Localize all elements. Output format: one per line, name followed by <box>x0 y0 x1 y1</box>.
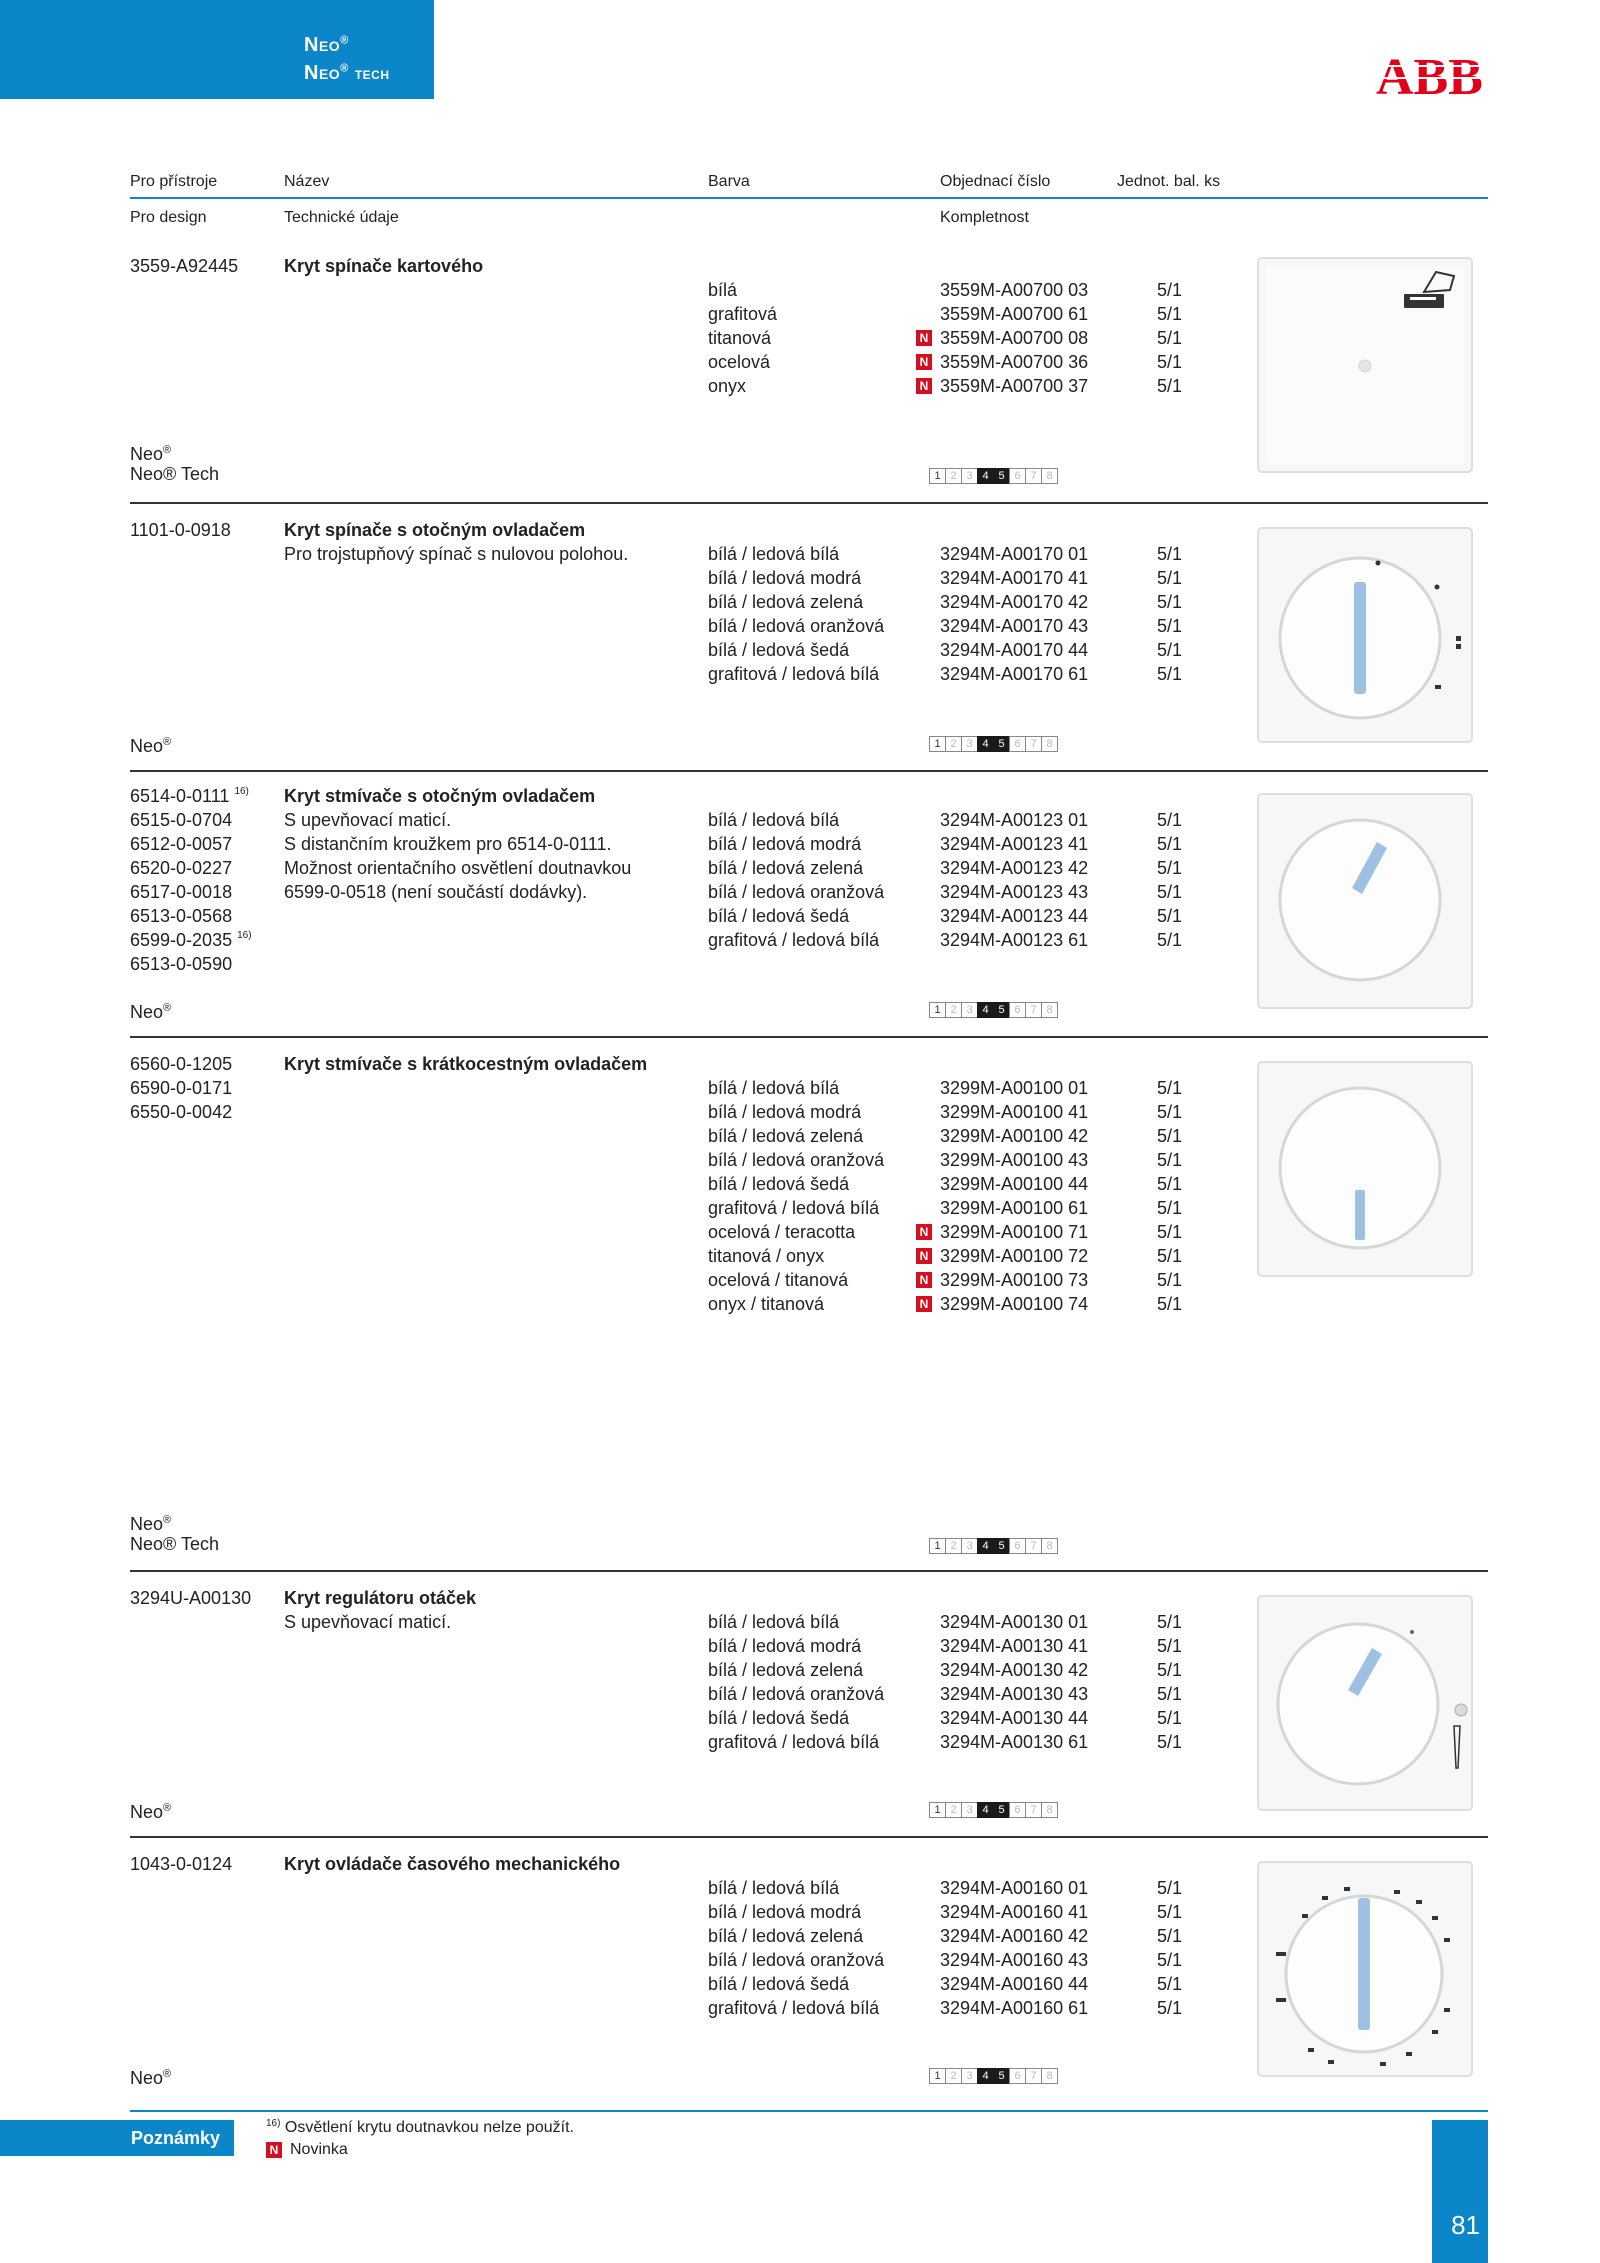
variant-color: bílá / ledová bílá <box>708 1878 840 1898</box>
variant-color: grafitová / ledová bílá <box>708 664 880 684</box>
completeness-cell: 3 <box>961 736 978 752</box>
new-badge: N <box>916 330 932 346</box>
variant-code: 3299M-A00100 44 <box>940 1174 1089 1194</box>
variant-color: bílá / ledová bílá <box>708 810 840 830</box>
header-jednot: Jednot. bal. ks <box>1117 173 1221 190</box>
variant-code: 3559M-A00700 61 <box>940 304 1089 324</box>
variant-code: 3294M-A00170 01 <box>940 544 1089 564</box>
variant-qty: 5/1 <box>1157 1732 1183 1752</box>
product-description: Pro trojstupňový spínač s nulovou polohou. <box>284 544 629 564</box>
variant-qty: 5/1 <box>1157 328 1183 348</box>
product-title: Kryt spínače kartového <box>284 256 484 276</box>
variant-code: 3294M-A00123 44 <box>940 906 1089 926</box>
variant-qty: 5/1 <box>1157 858 1183 878</box>
completeness-indicator <box>929 736 1057 752</box>
variant-color: bílá / ledová modrá <box>708 1636 862 1656</box>
brand-neo-tech: Neo® tech <box>304 62 390 84</box>
variant-code: 3294M-A00160 41 <box>940 1902 1089 1922</box>
completeness-cell: 5 <box>993 468 1010 484</box>
variant-qty: 5/1 <box>1157 1222 1183 1242</box>
variant-color: ocelová / teracotta <box>708 1222 856 1242</box>
completeness-cell: 7 <box>1025 1002 1042 1018</box>
variant-qty: 5/1 <box>1157 1294 1183 1314</box>
device-code: 6513-0-0590 <box>130 954 233 974</box>
completeness-indicator <box>929 468 1057 484</box>
completeness-cell: 1 <box>929 2068 946 2084</box>
notes-label: Poznámky <box>0 2120 234 2156</box>
section-rule <box>130 770 1488 772</box>
variant-qty: 5/1 <box>1157 1902 1183 1922</box>
completeness-cell: 6 <box>1009 2068 1026 2084</box>
variant-color: bílá / ledová modrá <box>708 568 862 588</box>
notes-rule <box>130 2110 1488 2112</box>
new-badge: N <box>916 1248 932 1264</box>
variant-color: bílá / ledová oranžová <box>708 1684 885 1704</box>
completeness-cell: 4 <box>977 1802 994 1818</box>
completeness-cell: 7 <box>1025 1802 1042 1818</box>
brand-label: Neo® <box>130 444 172 464</box>
variant-code: 3294M-A00170 42 <box>940 592 1089 612</box>
new-badge: N <box>916 1224 932 1240</box>
variant-color: grafitová / ledová bílá <box>708 1198 880 1218</box>
completeness-cell: 7 <box>1025 736 1042 752</box>
variant-code: 3294M-A00130 41 <box>940 1636 1089 1656</box>
variant-color: titanová <box>708 328 772 348</box>
product-title: Kryt stmívače s krátkocestným ovladačem <box>284 1054 648 1074</box>
device-code: 6517-0-0018 <box>130 882 233 902</box>
variant-color: bílá / ledová šedá <box>708 1974 850 1994</box>
product-title: Kryt regulátoru otáček <box>284 1588 477 1608</box>
completeness-cell: 1 <box>929 1538 946 1554</box>
variant-color: grafitová / ledová bílá <box>708 930 880 950</box>
variant-qty: 5/1 <box>1157 1270 1183 1290</box>
variant-qty: 5/1 <box>1157 1998 1183 2018</box>
completeness-cell: 5 <box>993 2068 1010 2084</box>
variant-qty: 5/1 <box>1157 1198 1183 1218</box>
variant-qty: 5/1 <box>1157 1612 1183 1632</box>
variant-code: 3294M-A00130 61 <box>940 1732 1089 1752</box>
completeness-cell: 2 <box>945 468 962 484</box>
header-kompletnost: Kompletnost <box>940 209 1029 226</box>
completeness-cell: 8 <box>1041 736 1058 752</box>
variant-qty: 5/1 <box>1157 592 1183 612</box>
brand-label: Neo® <box>130 1514 172 1534</box>
card-switch-cover-image <box>1254 254 1476 476</box>
completeness-cell: 4 <box>977 736 994 752</box>
variant-color: bílá / ledová zelená <box>708 592 864 612</box>
completeness-cell: 2 <box>945 1002 962 1018</box>
completeness-cell: 2 <box>945 736 962 752</box>
completeness-indicator <box>929 1802 1057 1818</box>
variant-qty: 5/1 <box>1157 1660 1183 1680</box>
completeness-cell: 7 <box>1025 2068 1042 2084</box>
page-number: 81 <box>1451 2210 1480 2240</box>
variant-qty: 5/1 <box>1157 640 1183 660</box>
completeness-cell: 1 <box>929 1002 946 1018</box>
device-code: 6560-0-1205 <box>130 1054 233 1074</box>
completeness-cell: 5 <box>993 736 1010 752</box>
variant-qty: 5/1 <box>1157 1926 1183 1946</box>
speed-controller-cover-image <box>1254 1592 1476 1814</box>
variant-code: 3294M-A00123 01 <box>940 810 1089 830</box>
variant-qty: 5/1 <box>1157 280 1183 300</box>
brand-label: Neo® Tech <box>130 1534 219 1554</box>
section-rule <box>130 1836 1488 1838</box>
header-barva: Barva <box>708 173 750 190</box>
variant-qty: 5/1 <box>1157 1174 1183 1194</box>
variant-code: 3294M-A00170 61 <box>940 664 1089 684</box>
variant-color: bílá / ledová šedá <box>708 906 850 926</box>
section-rule <box>130 1570 1488 1572</box>
new-badge-legend: N <box>266 2142 282 2158</box>
variant-qty: 5/1 <box>1157 1102 1183 1122</box>
variant-qty: 5/1 <box>1157 352 1183 372</box>
variant-color: bílá / ledová oranžová <box>708 882 885 902</box>
device-code: 6513-0-0568 <box>130 906 233 926</box>
variant-code: 3294M-A00160 01 <box>940 1878 1089 1898</box>
variant-color: ocelová <box>708 352 771 372</box>
variant-code: 3299M-A00100 01 <box>940 1078 1089 1098</box>
completeness-cell: 1 <box>929 468 946 484</box>
completeness-cell: 8 <box>1041 2068 1058 2084</box>
new-badge: N <box>916 1296 932 1312</box>
variant-code: 3294M-A00160 61 <box>940 1998 1089 2018</box>
variant-code: 3294M-A00170 43 <box>940 616 1089 636</box>
header-objednaci-cislo: Objednací číslo <box>940 173 1051 190</box>
variant-code: 3299M-A00100 74 <box>940 1294 1089 1314</box>
completeness-cell: 6 <box>1009 468 1026 484</box>
section-rule <box>130 1036 1488 1038</box>
product-description: S upevňovací maticí. <box>284 810 452 830</box>
variant-code: 3294M-A00130 42 <box>940 1660 1089 1680</box>
variant-color: bílá <box>708 280 738 300</box>
variant-code: 3559M-A00700 36 <box>940 352 1089 372</box>
brand-tab <box>0 0 434 99</box>
variant-color: bílá / ledová oranžová <box>708 1950 885 1970</box>
variant-qty: 5/1 <box>1157 1150 1183 1170</box>
completeness-indicator <box>929 2068 1057 2084</box>
page-number-box <box>1432 2120 1488 2263</box>
variant-qty: 5/1 <box>1157 376 1183 396</box>
variant-color: bílá / ledová bílá <box>708 1078 840 1098</box>
completeness-cell: 1 <box>929 1802 946 1818</box>
variant-qty: 5/1 <box>1157 930 1183 950</box>
abb-logo-text: ABB <box>1376 49 1483 100</box>
completeness-cell: 7 <box>1025 1538 1042 1554</box>
variant-code: 3294M-A00130 44 <box>940 1708 1089 1728</box>
variant-code: 3294M-A00170 44 <box>940 640 1089 660</box>
variant-code: 3559M-A00700 37 <box>940 376 1089 396</box>
new-badge: N <box>916 354 932 370</box>
variant-color: bílá / ledová šedá <box>708 1708 850 1728</box>
variant-color: bílá / ledová modrá <box>708 1902 862 1922</box>
device-code: 6515-0-0704 <box>130 810 233 830</box>
section-rule <box>130 502 1488 504</box>
completeness-cell: 3 <box>961 468 978 484</box>
completeness-cell: 2 <box>945 2068 962 2084</box>
variant-code: 3294M-A00160 42 <box>940 1926 1089 1946</box>
completeness-cell: 8 <box>1041 1802 1058 1818</box>
variant-code: 3299M-A00100 73 <box>940 1270 1089 1290</box>
variant-color: bílá / ledová zelená <box>708 1126 864 1146</box>
header-technicke-udaje: Technické údaje <box>284 209 399 226</box>
variant-color: bílá / ledová oranžová <box>708 1150 885 1170</box>
variant-code: 3299M-A00100 61 <box>940 1198 1089 1218</box>
header-rule <box>130 197 1488 199</box>
brand-label: Neo® <box>130 736 172 756</box>
completeness-cell: 3 <box>961 1802 978 1818</box>
completeness-cell: 4 <box>977 1002 994 1018</box>
brand-label: Neo® <box>130 2068 172 2088</box>
variant-color: bílá / ledová bílá <box>708 1612 840 1632</box>
variant-qty: 5/1 <box>1157 664 1183 684</box>
product-description: 6599-0-0518 (není součástí dodávky). <box>284 882 588 902</box>
completeness-cell: 1 <box>929 736 946 752</box>
new-badge: N <box>916 1272 932 1288</box>
variant-qty: 5/1 <box>1157 810 1183 830</box>
variant-qty: 5/1 <box>1157 1974 1183 1994</box>
completeness-cell: 4 <box>977 1538 994 1554</box>
variant-code: 3299M-A00100 41 <box>940 1102 1089 1122</box>
completeness-indicator <box>929 1538 1057 1554</box>
variant-code: 3299M-A00100 72 <box>940 1246 1089 1266</box>
device-code: 1043-0-0124 <box>130 1854 233 1874</box>
variant-code: 3294M-A00170 41 <box>940 568 1089 588</box>
device-code: 6599-0-2035 $^{16)}$ <box>130 930 252 950</box>
variant-code: 3294M-A00160 43 <box>940 1950 1089 1970</box>
variant-color: onyx <box>708 376 747 396</box>
device-code: 6514-0-0111 $^{16)}$ <box>130 786 249 806</box>
completeness-cell: 6 <box>1009 736 1026 752</box>
variant-code: 3294M-A00123 41 <box>940 834 1089 854</box>
footnote-ref: 16) <box>266 2118 281 2129</box>
device-code: 6590-0-0171 <box>130 1078 233 1098</box>
new-badge: N <box>916 378 932 394</box>
variant-code: 3294M-A00123 43 <box>940 882 1089 902</box>
variant-code: 3299M-A00100 71 <box>940 1222 1089 1242</box>
variant-qty: 5/1 <box>1157 1878 1183 1898</box>
device-code: 3559-A92445 <box>130 256 239 276</box>
variant-qty: 5/1 <box>1157 1126 1183 1146</box>
variant-code: 3559M-A00700 08 <box>940 328 1089 348</box>
variant-qty: 5/1 <box>1157 1684 1183 1704</box>
brand-label: Neo® <box>130 1802 172 1822</box>
variant-qty: 5/1 <box>1157 1078 1183 1098</box>
header-pro-pristroje: Pro přístroje <box>130 173 218 190</box>
completeness-cell: 2 <box>945 1538 962 1554</box>
timer-cover-image <box>1254 1858 1476 2080</box>
variant-color: bílá / ledová modrá <box>708 1102 862 1122</box>
completeness-cell: 6 <box>1009 1802 1026 1818</box>
brand-label: Neo® Tech <box>130 464 219 484</box>
header-pro-design: Pro design <box>130 209 207 226</box>
completeness-cell: 2 <box>945 1802 962 1818</box>
brand-neo: Neo® <box>304 34 349 56</box>
variant-qty: 5/1 <box>1157 834 1183 854</box>
variant-color: grafitová / ledová bílá <box>708 1998 880 2018</box>
brand-label: Neo® <box>130 1002 172 1022</box>
variant-code: 3294M-A00130 43 <box>940 1684 1089 1704</box>
product-description: S upevňovací maticí. <box>284 1612 452 1632</box>
completeness-indicator <box>929 1002 1057 1018</box>
product-description: Možnost orientačního osvětlení doutnavkou <box>284 858 632 878</box>
footnote-text: Osvětlení krytu doutnavkou nelze použít. <box>284 2119 574 2136</box>
variant-color: bílá / ledová šedá <box>708 1174 850 1194</box>
variant-code: 3294M-A00160 44 <box>940 1974 1089 1994</box>
header-nazev: Název <box>284 173 330 190</box>
completeness-cell: 5 <box>993 1802 1010 1818</box>
rotary-switch-cover-image <box>1254 524 1476 746</box>
completeness-cell: 6 <box>1009 1538 1026 1554</box>
variant-qty: 5/1 <box>1157 544 1183 564</box>
variant-color: bílá / ledová oranžová <box>708 616 885 636</box>
product-title: Kryt spínače s otočným ovladačem <box>284 520 586 540</box>
variant-code: 3299M-A00100 43 <box>940 1150 1089 1170</box>
completeness-cell: 3 <box>961 1002 978 1018</box>
variant-color: titanová / onyx <box>708 1246 825 1266</box>
variant-color: grafitová <box>708 304 778 324</box>
variant-color: bílá / ledová šedá <box>708 640 850 660</box>
variant-qty: 5/1 <box>1157 1246 1183 1266</box>
variant-code: 3299M-A00100 42 <box>940 1126 1089 1146</box>
variant-color: bílá / ledová bílá <box>708 544 840 564</box>
completeness-cell: 8 <box>1041 468 1058 484</box>
variant-color: ocelová / titanová <box>708 1270 849 1290</box>
completeness-cell: 7 <box>1025 468 1042 484</box>
completeness-cell: 8 <box>1041 1002 1058 1018</box>
variant-qty: 5/1 <box>1157 882 1183 902</box>
variant-qty: 5/1 <box>1157 616 1183 636</box>
variant-color: bílá / ledová zelená <box>708 858 864 878</box>
footnote <box>266 2116 574 2140</box>
completeness-cell: 8 <box>1041 1538 1058 1554</box>
device-code: 6512-0-0057 <box>130 834 233 854</box>
variant-color: bílá / ledová zelená <box>708 1926 864 1946</box>
device-code: 6520-0-0227 <box>130 858 233 878</box>
variant-qty: 5/1 <box>1157 568 1183 588</box>
product-description: S distančním kroužkem pro 6514-0-0111. <box>284 834 612 854</box>
variant-qty: 5/1 <box>1157 1636 1183 1656</box>
completeness-cell: 4 <box>977 2068 994 2084</box>
completeness-cell: 6 <box>1009 1002 1026 1018</box>
variant-qty: 5/1 <box>1157 1708 1183 1728</box>
variant-color: bílá / ledová modrá <box>708 834 862 854</box>
variant-color: grafitová / ledová bílá <box>708 1732 880 1752</box>
rotary-dimmer-cover-image <box>1254 790 1476 1012</box>
product-title: Kryt ovládače časového mechanického <box>284 1854 621 1874</box>
variant-code: 3294M-A00123 42 <box>940 858 1089 878</box>
device-code: 6550-0-0042 <box>130 1102 233 1122</box>
variant-qty: 5/1 <box>1157 304 1183 324</box>
abb-logo <box>1376 48 1488 100</box>
product-title: Kryt stmívače s otočným ovladačem <box>284 786 596 806</box>
new-legend-text: Novinka <box>290 2141 348 2158</box>
completeness-cell: 4 <box>977 468 994 484</box>
variant-code: 3294M-A00130 01 <box>940 1612 1089 1632</box>
variant-code: 3559M-A00700 03 <box>940 280 1089 300</box>
variant-color: bílá / ledová zelená <box>708 1660 864 1680</box>
variant-qty: 5/1 <box>1157 1950 1183 1970</box>
device-code: 3294U-A00130 <box>130 1588 252 1608</box>
completeness-cell: 3 <box>961 1538 978 1554</box>
variant-qty: 5/1 <box>1157 906 1183 926</box>
device-code: 1101-0-0918 <box>130 520 231 540</box>
variant-code: 3294M-A00123 61 <box>940 930 1089 950</box>
push-dimmer-cover-image <box>1254 1058 1476 1280</box>
completeness-cell: 5 <box>993 1002 1010 1018</box>
completeness-cell: 5 <box>993 1538 1010 1554</box>
variant-color: onyx / titanová <box>708 1294 825 1314</box>
completeness-cell: 3 <box>961 2068 978 2084</box>
